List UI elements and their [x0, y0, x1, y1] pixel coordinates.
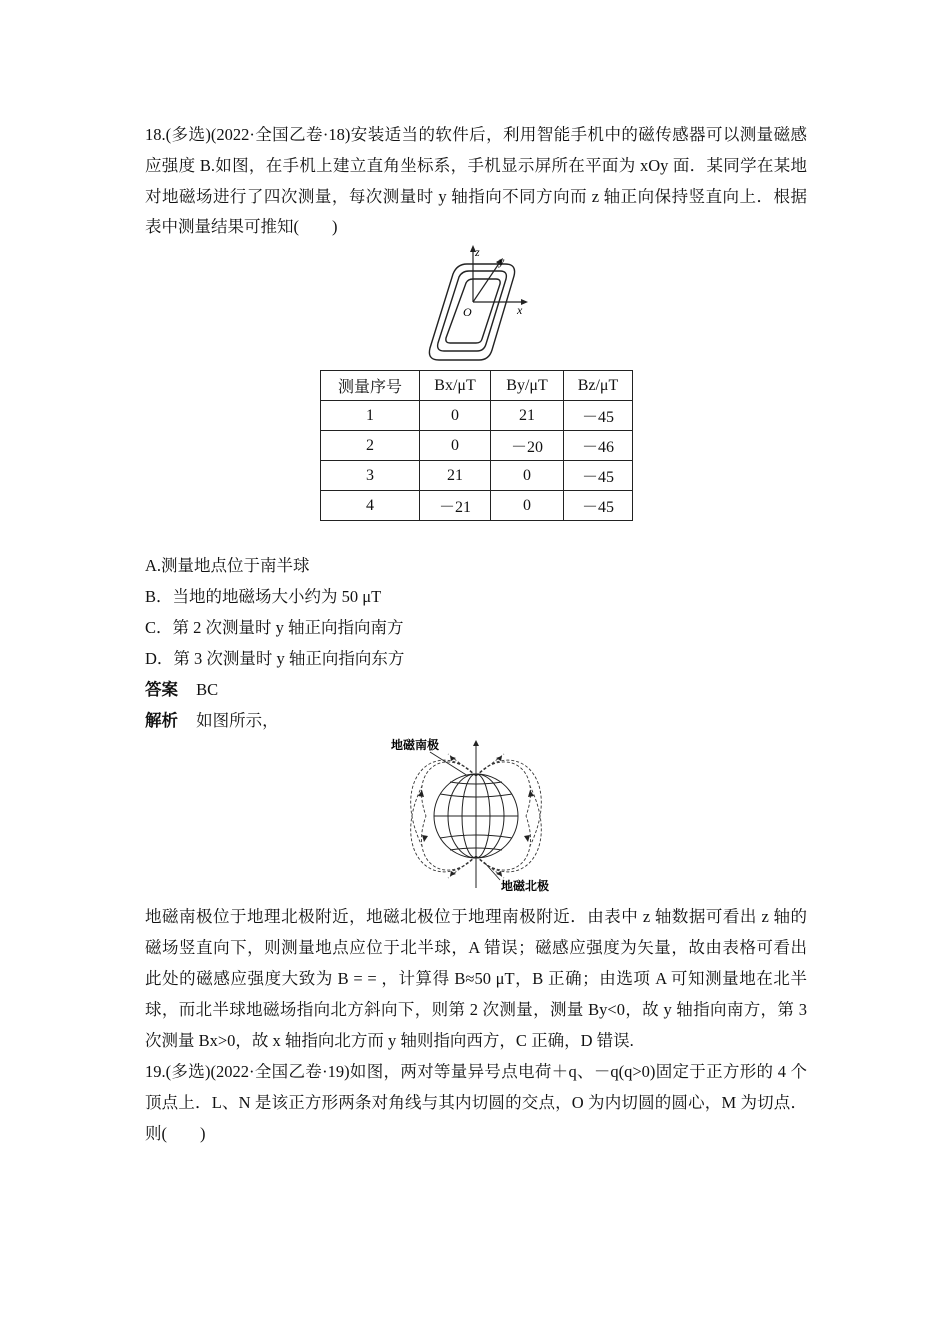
- geomagnetic-field-figure: [388, 736, 568, 896]
- cell: －21: [420, 491, 491, 521]
- analysis-line-2: 磁场竖直向下，则测量地点应位于北半球，A 错误；磁感应强度为矢量，故由表格可看出: [145, 938, 807, 957]
- cell: －20: [491, 431, 564, 461]
- q18-line-3: 对地磁场进行了四次测量，每次测量时 y 轴指向不同方向而 z 轴正向保持竖直向上．根据: [145, 187, 807, 206]
- cell: 2: [321, 431, 420, 461]
- table-row: [321, 431, 633, 461]
- cell: －45: [564, 491, 633, 521]
- analysis-intro: 如图所示，: [196, 711, 279, 730]
- table-header-row: [321, 371, 633, 401]
- analysis-row: [145, 711, 279, 731]
- axis-x-label: x: [517, 303, 523, 317]
- cell: 21: [491, 401, 564, 431]
- cell: 1: [321, 401, 420, 431]
- table-row: [321, 401, 633, 431]
- option-d: D．第 3 次测量时 y 轴正向指向东方: [145, 649, 405, 668]
- header-bx: Bx/μT: [420, 371, 491, 401]
- analysis-line-1: 地磁南极位于地理北极附近，地磁北极位于地理南极附近．由表中 z 轴数据可看出 z 轴的: [145, 907, 807, 926]
- cell: －45: [564, 401, 633, 431]
- option-b: B．当地的地磁场大小约为 50 μT: [145, 587, 382, 606]
- axis-z-label: z: [475, 245, 480, 259]
- origin-label: O: [463, 305, 472, 319]
- answer-value: BC: [196, 680, 219, 699]
- analysis-line-4: 球，而北半球地磁场指向北方斜向下，则第 2 次测量，测量 By<0，故 y 轴指向南方，第 3: [145, 1000, 807, 1019]
- measurement-table: [320, 370, 633, 521]
- analysis-line-5: 次测量 Bx>0，故 x 轴指向北方而 y 轴则指向西方，C 正确，D 错误.: [145, 1031, 634, 1050]
- south-pole-label: 地磁南极: [391, 738, 440, 752]
- header-by: By/μT: [491, 371, 564, 401]
- cell: 0: [420, 431, 491, 461]
- axis-y-label: y: [499, 254, 505, 268]
- cell: 4: [321, 491, 420, 521]
- q18-line-1: 18.(多选)(2022·全国乙卷·18)安装适当的软件后，利用智能手机中的磁传感器可以测量磁感: [145, 125, 807, 144]
- cell: －45: [564, 461, 633, 491]
- cell: 3: [321, 461, 420, 491]
- q19-line-1: 19.(多选)(2022·全国乙卷·19)如图，两对等量异号点电荷＋q、－q(q>0)固定于正方形的 4 个: [145, 1062, 807, 1081]
- cell: 0: [491, 461, 564, 491]
- q18-line-2: 应强度 B.如图，在手机上建立直角坐标系，手机显示屏所在平面为 xOy 面．某同学在某地: [145, 156, 807, 175]
- q18-line-4: 表中测量结果可推知( ): [145, 217, 338, 236]
- analysis-label: 解析: [145, 711, 178, 730]
- header-index: 测量序号: [321, 371, 420, 401]
- option-a: A.测量地点位于南半球: [145, 556, 310, 575]
- cell: －46: [564, 431, 633, 461]
- phone-figure: [415, 242, 545, 367]
- analysis-line-3: 此处的磁感应强度大致为 B = = ，计算得 B≈50 μT，B 正确；由选项 A 可知测量地在北半: [145, 969, 807, 988]
- north-pole-label: 地磁北极: [501, 879, 550, 893]
- cell: 21: [420, 461, 491, 491]
- cell: 0: [491, 491, 564, 521]
- q19-line-3: 则( ): [145, 1124, 206, 1143]
- table-row: [321, 491, 633, 521]
- cell: 0: [420, 401, 491, 431]
- answer-label: 答案: [145, 680, 178, 699]
- table-row: [321, 461, 633, 491]
- option-c: C．第 2 次测量时 y 轴正向指向南方: [145, 618, 404, 637]
- header-bz: Bz/μT: [564, 371, 633, 401]
- answer-row: [145, 680, 218, 700]
- q19-line-2: 顶点上．L、N 是该正方形两条对角线与其内切圆的交点，O 为内切圆的圆心，M 为切点．: [145, 1093, 807, 1112]
